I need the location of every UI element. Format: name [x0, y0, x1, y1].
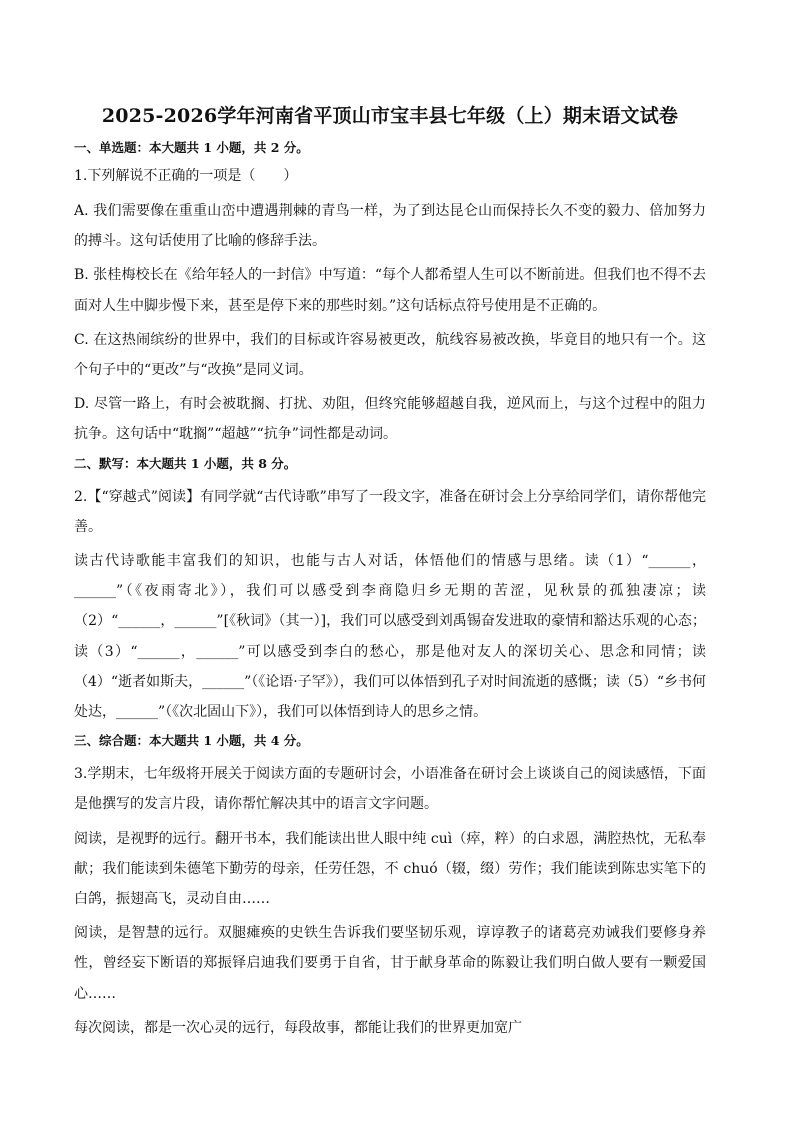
section-heading-comprehensive: 三、综合题：本大题共 1 小题，共 4 分。 [74, 733, 309, 749]
question-1-option-c: C. 在这热闹缤纷的世界中，我们的目标或许容易被更改，航线容易被改换，毕竟目的地只有一个。这个句子中的“更改”与“改换”是同义词。 [74, 331, 706, 379]
question-1-option-b: B. 张桂梅校长在《给年轻人的一封信》中写道：“每个人都希望人生可以不断前进。但我们也不得不去面对人生中脚步慢下来，甚至是停下来的那些时刻。”这句话标点符号使用是不正确的。 [74, 267, 706, 314]
question-1-option-d: D. 尽管一路上，有时会被耽搁、打扰、劝阻，但终究能够超越自我，逆风而上，与这个过程中的阻力抗争。这句话中“耽搁”“超越”“抗争”词性都是动词。 [74, 396, 706, 443]
section-heading-single-choice: 一、单选题：本大题共 1 小题，共 2 分。 [74, 140, 309, 155]
question-3-paragraph-2: 阅读，是智慧的远行。双腿瘫痪的史铁生告诉我们要坚韧乐观，谆谆教子的诸葛亮劝诫我们要修身养性，曾经妄下断语的郑振铎启迪我们要勇于自省，甘于献身革命的陈毅让我们明白做人要有一颗爱国心…… [74, 925, 706, 1002]
question-3-paragraph-1: 阅读，是视野的远行。翻开书本，我们能读出世人眼中纯 cuì（瘁，粹）的白求恩，满腔热忱，无私奉献；我们能读到朱德笔下勤劳的母亲，任劳任怨，不 chuó（辍，缀）劳作；我们能读到陈忠实笔下的白鸽，振翅高飞，灵动自由…… [74, 830, 706, 908]
question-1-option-a: A. 我们需要像在重重山峦中遭遇荆棘的青鸟一样，为了到达昆仑山而保持长久不变的毅力、倍加努力的搏斗。这句话使用了比喻的修辞手法。 [74, 203, 706, 250]
question-3-stem: 3.学期末，七年级将开展关于阅读方面的专题研讨会，小语准备在研讨会上谈谈自己的阅读感悟，下面是他撰写的发言片段，请你帮忙解决其中的语言文字问题。 [74, 766, 706, 813]
question-1-stem: 1.下列解说不正确的一项是（ ） [74, 168, 298, 184]
question-2-body: 读古代诗歌能丰富我们的知识，也能与古人对话，体悟他们的情感与思绪。读（1）“______，______”（《夜雨寄北》），我们可以感受到李商隐归乡无期的苦涩，见秋景的孤独凄凉；读（2）“______，______”[《秋词》（其一）]，我们可以感受到刘禹锡奋发进取的豪情和豁达乐观的心态；读（3）“______，______”可以感受到李白的愁心，那是他对友人的深切关心、思念和同情；读（4）“逝者如斯夫，______”（《论语·子罕》），我们可以体悟到孔子对时间流逝的感慨；读（5）“乡书何处达，______”（《次北固山下》），我们可以体悟到诗人的思乡之情。 [74, 553, 706, 721]
question-3-paragraph-3: 每次阅读，都是一次心灵的远行，每段故事，都能让我们的世界更加宽广 [74, 1019, 522, 1036]
question-2-stem: 2.【“穿越式”阅读】有同学就“古代诗歌”串写了一段文字，准备在研讨会上分享给同学们，请你帮他完善。 [74, 488, 706, 535]
exam-title: 2025-2026学年河南省平顶山市宝丰县七年级（上）期末语文试卷 [101, 105, 679, 127]
section-heading-dictation: 二、默写：本大题共 1 小题，共 8 分。 [74, 455, 297, 471]
